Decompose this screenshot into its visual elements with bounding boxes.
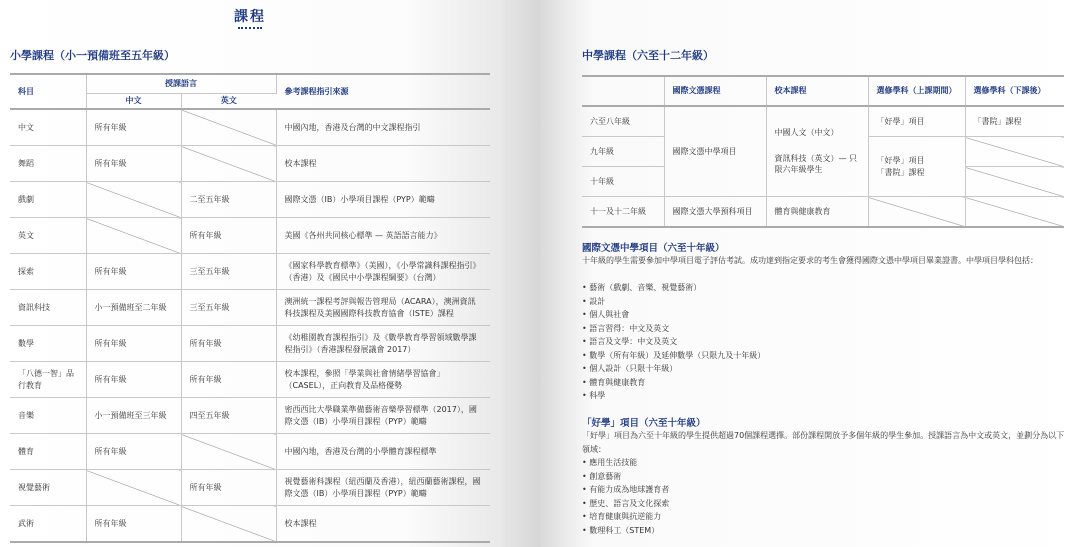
elective-in-class-cell: 「好學」項目: [868, 106, 965, 137]
right-page: [540, 0, 1080, 547]
source-cell: 視覺藝術科課程（紐西蘭及香港），紐西蘭藝術課程，國際文憑（IB）小學項目課程（PYP）範疇: [276, 470, 490, 506]
title-decoration: [238, 27, 262, 31]
list-item: • 體育與健康教育: [582, 376, 765, 390]
english-cell: 所有年級: [181, 470, 276, 506]
table-row: [10, 254, 490, 290]
subject-cell: 英文: [10, 218, 86, 254]
header-grade: [582, 76, 664, 106]
table-row: [10, 290, 490, 326]
english-cell: 二至五年級: [181, 182, 276, 218]
empty-cell: [965, 137, 1064, 167]
empty-cell: [965, 197, 1064, 228]
elective-academy: 「書院」課程: [876, 167, 925, 177]
source-cell: 美國《各州共同核心標準 — 英語語言能力》: [276, 218, 490, 254]
haoxue-domain-list: [582, 456, 669, 537]
table-row: [10, 218, 490, 254]
empty-cell: [86, 470, 181, 506]
english-cell: 四至五年級: [181, 398, 276, 434]
header-language: 授課語言: [86, 74, 276, 93]
elective-after-school-cell: 「書院」課程: [965, 106, 1064, 137]
header-chinese: 中文: [86, 93, 181, 109]
empty-cell: [86, 182, 181, 218]
header-elective-in-class: 選修學科（上課期間）: [868, 76, 965, 106]
table-row: [10, 326, 490, 362]
header-english: 英文: [181, 93, 276, 109]
subject-cell: 舞蹈: [10, 146, 86, 182]
english-cell: 所有年級: [181, 218, 276, 254]
elective-in-class-cell: [868, 137, 965, 197]
table-row: [10, 362, 490, 398]
secondary-curriculum-table: [582, 75, 1064, 228]
empty-cell: [181, 146, 276, 182]
subject-cell: 視覺藝術: [10, 470, 86, 506]
list-item: • 個人設計（只限十年級）: [582, 362, 765, 376]
grade-cell: 九年級: [582, 137, 664, 167]
myp-intro: 十年級的學生需要參加中學項目電子評估考試。成功達到指定要求的考生會獲得國際文憑中學項目畢業證書。中學項目學科包括：: [582, 256, 1038, 265]
primary-curriculum-table: [10, 73, 490, 543]
chinese-cell: 小一預備班至二年級: [86, 290, 181, 326]
haoxue-intro: 「好學」項目為六至十年級的學生提供超過70個課程選擇。部份課程開放予多個年級的學生參加。授課語言為中文或英文，並劃分為以下領域：: [582, 431, 1065, 454]
grade-cell: 十一及十二年級: [582, 197, 664, 228]
table-row: [582, 197, 1064, 228]
header-school-based: 校本課程: [766, 76, 868, 106]
table-row: [10, 182, 490, 218]
chinese-cell: 所有年級: [86, 254, 181, 290]
subject-cell: 戲劇: [10, 182, 86, 218]
table-row: [10, 434, 490, 470]
chinese-cell: 所有年級: [86, 109, 181, 146]
list-item: • 有能力成為地球護育者: [582, 483, 669, 497]
empty-cell: [868, 197, 965, 228]
source-cell: 《國家科學教育標準》（美國），《小學常識科課程指引》（香港）及《國民中小學課程綱要》（台灣）: [276, 254, 490, 290]
subject-cell: 資訊科技: [10, 290, 86, 326]
list-item: • 數學（所有年級）及延伸數學（只限九及十年級）: [582, 349, 765, 363]
source-cell: 澳洲統一課程考評與報告管理局（ACARA），澳洲資訊科技課程及美國國際科技教育協會（ISTE）課程: [276, 290, 490, 326]
school-based-cell: [766, 106, 868, 197]
subject-cell: 探索: [10, 254, 86, 290]
list-item: • 歷史、語言及文化探索: [582, 497, 669, 511]
source-cell: 校本課程: [276, 506, 490, 543]
table-row: [582, 106, 1064, 137]
myp-section-title: 國際文憑中學項目（六至十年級）: [582, 243, 725, 254]
list-item: • 藝術（戲劇、音樂、視覺藝術）: [582, 281, 765, 295]
chinese-cell: 所有年級: [86, 434, 181, 470]
list-item: • 設計: [582, 295, 765, 309]
source-cell: 校本課程，參照「學業與社會情緒學習協會」（CASEL），正向教育及品格優勢: [276, 362, 490, 398]
subject-cell: 體育: [10, 434, 86, 470]
chinese-cell: 所有年級: [86, 146, 181, 182]
source-cell: 密西西比大學職業準備藝術音樂學習標準（2017），國際文憑（IB）小學項目課程（PYP）範疇: [276, 398, 490, 434]
table-row: [10, 398, 490, 434]
elective-haoxue: 「好學」項目: [876, 155, 925, 165]
myp-subject-list: [582, 281, 765, 403]
chinese-cell: 小一預備班至三年級: [86, 398, 181, 434]
grade-cell: 十年級: [582, 167, 664, 197]
english-cell: 三至五年級: [181, 254, 276, 290]
list-item: • 創意藝術: [582, 470, 669, 484]
header-subject: 科目: [10, 74, 86, 109]
ib-myp-cell: 國際文憑中學項目: [664, 106, 766, 197]
chinese-cell: 所有年級: [86, 506, 181, 543]
list-item: • 科學: [582, 389, 765, 403]
subject-cell: 「八德一智」品行教育: [10, 362, 86, 398]
source-cell: 中國內地，香港及台灣的小學體育課程標準: [276, 434, 490, 470]
list-item: • 語言及文學：中文及英文: [582, 335, 765, 349]
table-row: [10, 109, 490, 146]
chinese-cell: 所有年級: [86, 326, 181, 362]
school-based-cell: 體育與健康教育: [766, 197, 868, 228]
source-cell: 中國內地，香港及台灣的中文課程指引: [276, 109, 490, 146]
table-row: [10, 506, 490, 543]
english-cell: 所有年級: [181, 326, 276, 362]
school-based-it: 資訊科技（英文）— 只限六年級學生: [774, 153, 858, 175]
subject-cell: 音樂: [10, 398, 86, 434]
english-cell: 所有年級: [181, 362, 276, 398]
source-cell: 《幼稚園教育課程指引》及《數學教育學習領域數學課程指引》（香港課程發展議會 2017）: [276, 326, 490, 362]
secondary-section-title: 中學課程（六至十二年級）: [582, 49, 714, 62]
header-source: 參考課程指引來源: [276, 74, 490, 109]
empty-cell: [181, 506, 276, 543]
list-item: • 培育健康與抗逆能力: [582, 510, 669, 524]
subject-cell: 中文: [10, 109, 86, 146]
table-row: [10, 470, 490, 506]
grade-cell: 六至八年級: [582, 106, 664, 137]
subject-cell: 武術: [10, 506, 86, 543]
header-elective-after-school: 選修學科（下課後）: [965, 76, 1064, 106]
chinese-cell: 所有年級: [86, 362, 181, 398]
haoxue-section-title: 「好學」項目（六至十年級）: [582, 418, 706, 429]
table-row: [10, 146, 490, 182]
source-cell: 國際文憑（IB）小學項目課程（PYP）範疇: [276, 182, 490, 218]
english-cell: 三至五年級: [181, 290, 276, 326]
subject-cell: 數學: [10, 326, 86, 362]
page-title: 課程: [234, 9, 266, 25]
school-based-humanities: 中國人文（中文）: [774, 128, 839, 138]
empty-cell: [181, 109, 276, 146]
empty-cell: [181, 434, 276, 470]
ib-dp-cell: 國際文憑大學預科項目: [664, 197, 766, 228]
primary-section-title: 小學課程（小一預備班至五年級）: [10, 49, 175, 62]
list-item: • 語言習得：中文及英文: [582, 322, 765, 336]
list-item: • 應用生活技能: [582, 456, 669, 470]
empty-cell: [86, 218, 181, 254]
empty-cell: [965, 167, 1064, 197]
list-item: • 個人與社會: [582, 308, 765, 322]
header-ib: 國際文憑課程: [664, 76, 766, 106]
source-cell: 校本課程: [276, 146, 490, 182]
list-item: • 數理科工（STEM）: [582, 524, 669, 538]
